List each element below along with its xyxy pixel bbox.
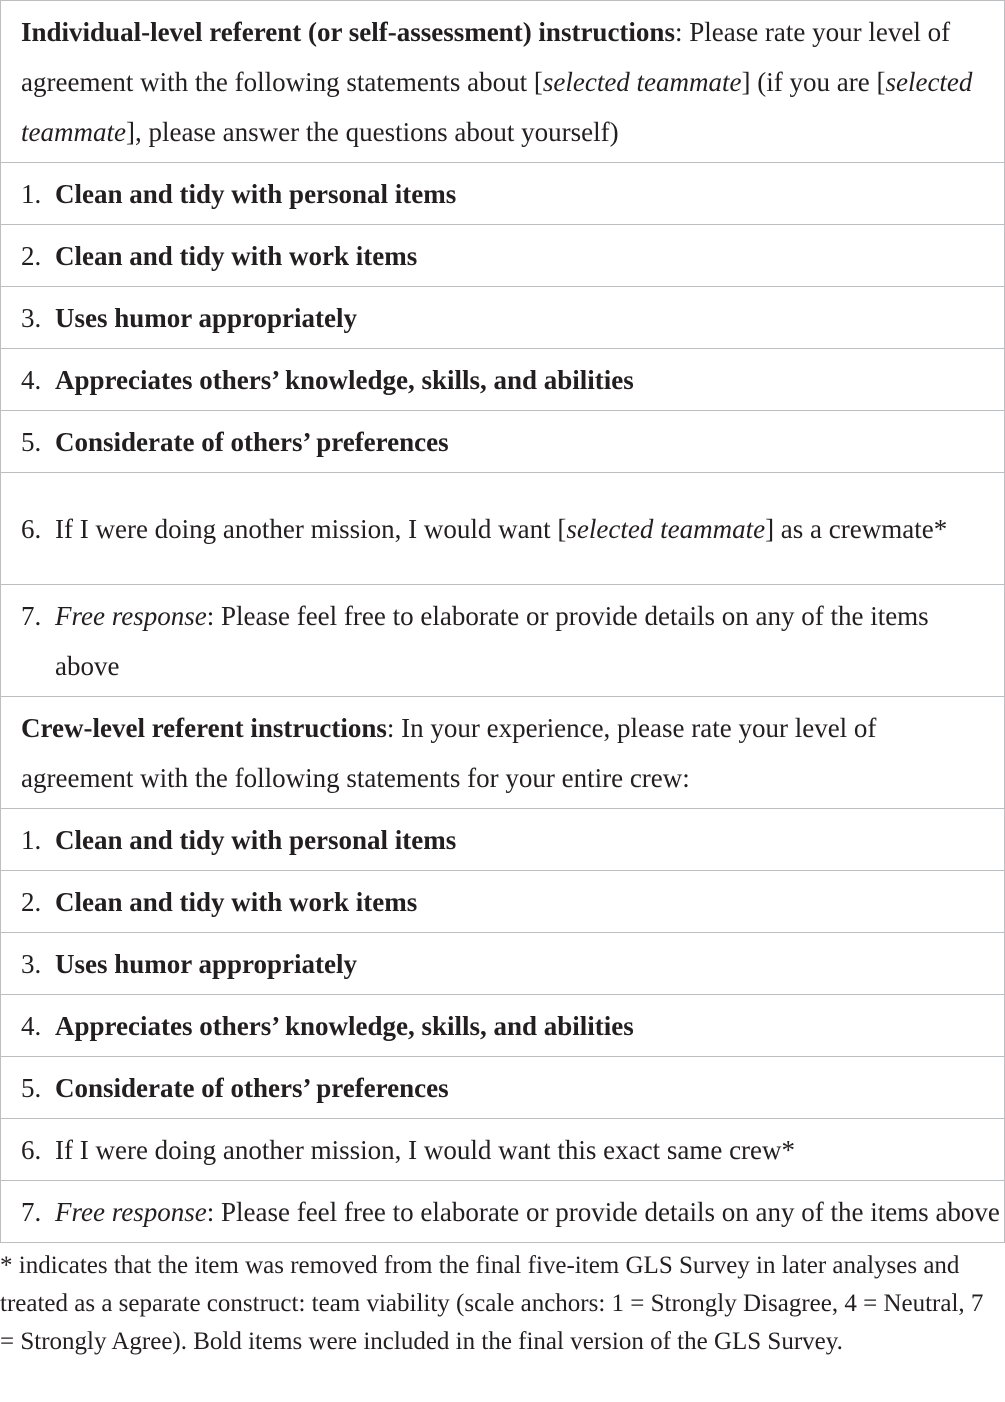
table-row — [1, 1119, 1005, 1181]
item-text: Considerate of others’ preferences — [55, 1072, 449, 1103]
list-item — [21, 355, 984, 405]
table-row — [1, 995, 1005, 1057]
crew-instructions-label: Crew-level referent instructions — [21, 712, 387, 743]
item-number: 3. — [21, 302, 42, 333]
item-text: Considerate of others’ preferences — [55, 426, 449, 457]
item-number: 6. — [21, 1134, 42, 1165]
item-text: Uses humor appropriately — [55, 302, 358, 333]
table-row — [1, 287, 1005, 349]
table-row — [1, 349, 1005, 411]
table-row — [1, 809, 1005, 871]
item-number: 1. — [21, 824, 42, 855]
item-number: 2. — [21, 886, 42, 917]
table-row — [1, 933, 1005, 995]
instructions-text: ], please answer the questions about yourself) — [125, 116, 619, 147]
item-text: If I were doing another mission, I would want this exact same crew* — [55, 1134, 796, 1165]
list-item — [21, 293, 984, 343]
item-number: 7. — [21, 1196, 42, 1227]
instructions-text: : In your experience, please rate your level of agreement with the following statements for your entire crew: — [21, 712, 877, 793]
table-row — [1, 585, 1005, 697]
item-text: Free response: Please feel free to elaborate or provide details on any of the items above — [55, 1196, 1000, 1227]
placeholder-text: selected teammate — [566, 513, 766, 544]
individual-instructions-cell — [1, 1, 1005, 163]
list-item — [21, 1001, 984, 1051]
item-number: 2. — [21, 240, 42, 271]
item-text: If I were doing another mission, I would want [selected teammate] as a crewmate* — [55, 513, 948, 544]
list-item — [21, 1187, 1000, 1237]
list-item — [21, 815, 984, 865]
free-response-label: Free response — [55, 600, 207, 631]
placeholder-text: selected teammate — [21, 66, 973, 147]
table-row — [1, 411, 1005, 473]
instructions-text: ] (if you are [ — [741, 66, 886, 97]
instructions-text: : Please rate your level of agreement with the following statements about [ — [21, 16, 951, 97]
item-text: Uses humor appropriately — [55, 948, 358, 979]
item-text: Clean and tidy with work items — [55, 240, 418, 271]
list-item — [21, 417, 984, 467]
list-item — [21, 939, 984, 989]
table-row — [1, 473, 1005, 585]
table-row — [1, 225, 1005, 287]
table-row — [1, 1, 1005, 163]
item-text: Appreciates others’ knowledge, skills, and abilities — [55, 364, 634, 395]
item-number: 1. — [21, 178, 42, 209]
item-number: 4. — [21, 1010, 42, 1041]
crew-instructions-cell — [1, 697, 1005, 809]
list-item — [21, 1125, 984, 1175]
placeholder-text: selected teammate — [542, 66, 742, 97]
list-item — [21, 877, 984, 927]
item-number: 3. — [21, 948, 42, 979]
table-row — [1, 163, 1005, 225]
table-row — [1, 1057, 1005, 1119]
free-response-label: Free response — [55, 1196, 207, 1227]
item-number: 6. — [21, 513, 42, 544]
item-text: Clean and tidy with personal items — [55, 824, 457, 855]
list-item — [21, 169, 984, 219]
item-text: Clean and tidy with personal items — [55, 178, 457, 209]
list-item — [21, 591, 984, 691]
item-text: Appreciates others’ knowledge, skills, and abilities — [55, 1010, 634, 1041]
item-number: 5. — [21, 426, 42, 457]
list-item — [21, 231, 984, 281]
individual-instructions-label: Individual-level referent (or self-assessment) instructions — [21, 16, 675, 47]
list-item — [21, 1063, 984, 1113]
item-text: Free response: Please feel free to elaborate or provide details on any of the items above — [55, 600, 929, 681]
table-row — [1, 871, 1005, 933]
item-number: 4. — [21, 364, 42, 395]
item-number: 5. — [21, 1072, 42, 1103]
table-row — [1, 697, 1005, 809]
item-text: Clean and tidy with work items — [55, 886, 418, 917]
table-row — [1, 1181, 1005, 1243]
table-footnote: * indicates that the item was removed from the final five-item GLS Survey in later analyses and treated as a separate construct: team viability (scale anchors: 1 = Strongly Disagree, 4 = Neutral, 7 = Strongly Agree). Bold items were included in the final version of the GLS Survey. — [0, 1252, 984, 1355]
list-item — [21, 504, 984, 554]
item-number: 7. — [21, 600, 42, 631]
